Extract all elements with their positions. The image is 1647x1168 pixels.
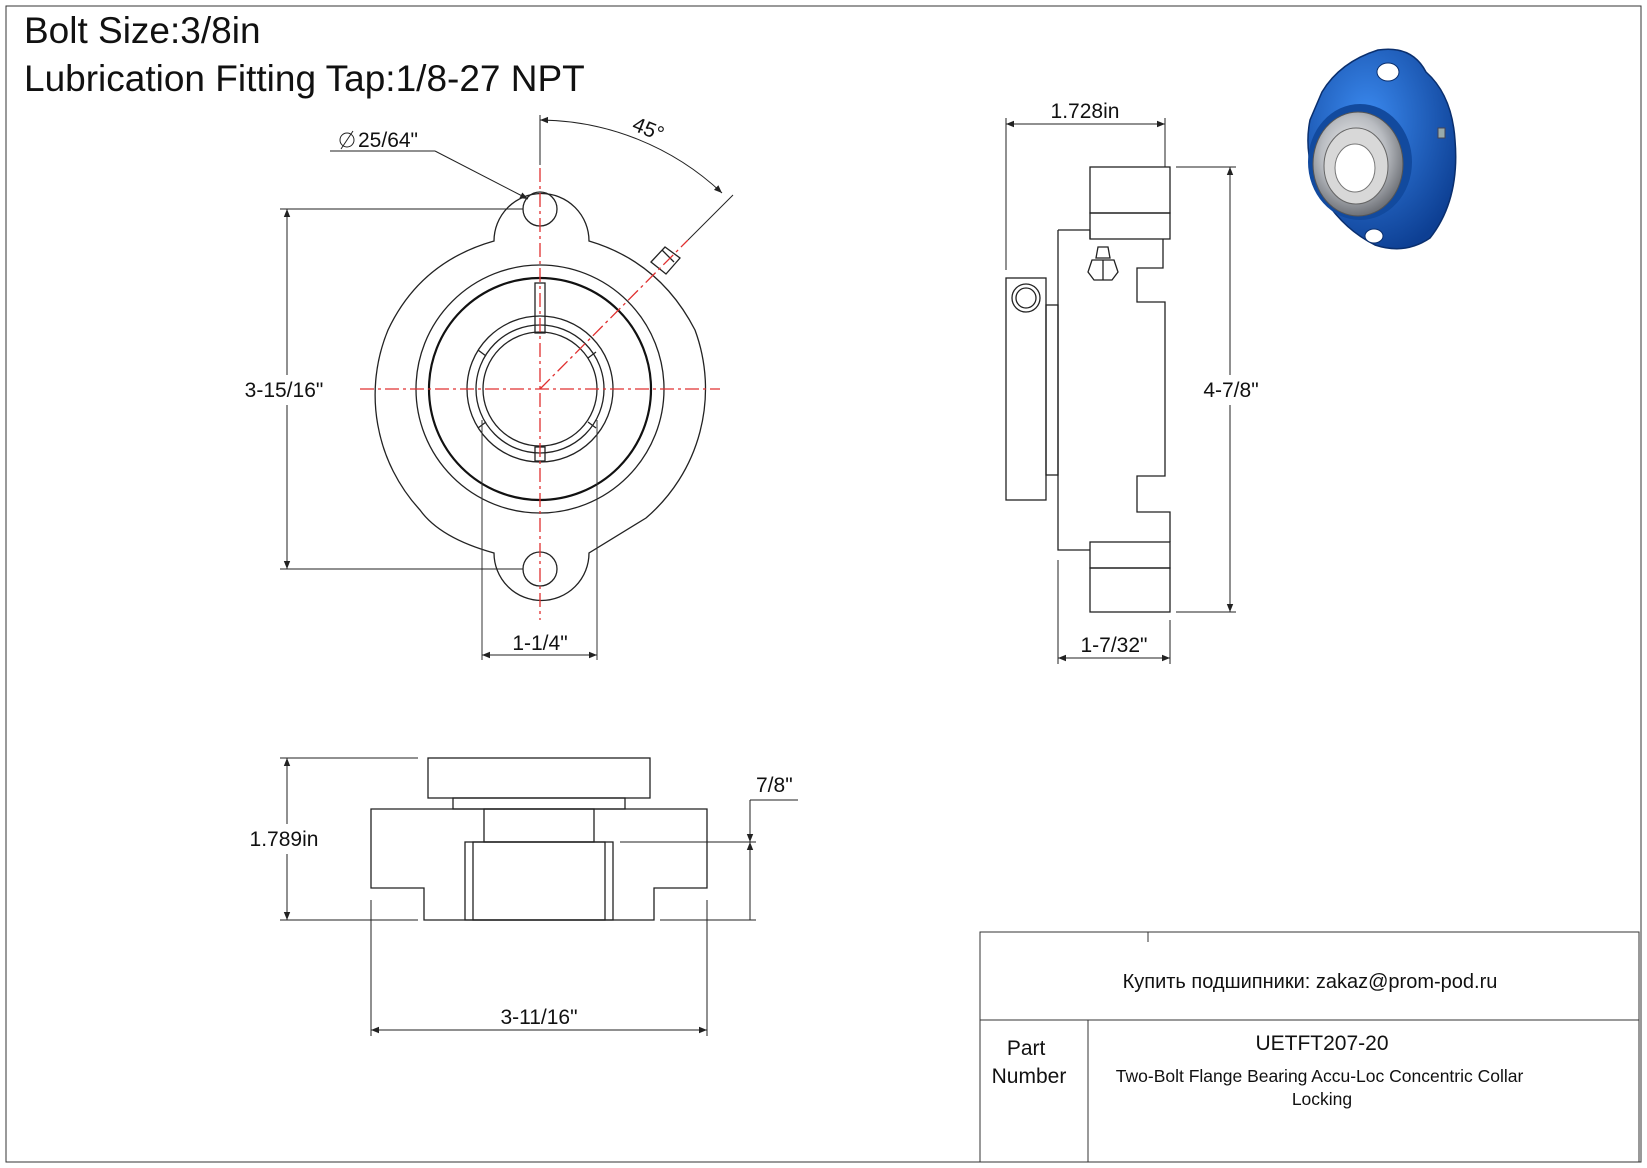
side-grease-fitting: [1088, 247, 1118, 280]
side-top-width-dimension: 1.728in: [1050, 100, 1120, 123]
bottom-view: [371, 758, 707, 920]
bearing-3d-render: [1308, 49, 1456, 248]
front-view: [360, 168, 720, 660]
bottom-height-dimension: 1.789in: [249, 828, 319, 851]
contact-text: Купить подшипники: zakaz@prom-pod.ru: [1122, 971, 1498, 993]
part-number: UETFT207-20: [1255, 1032, 1389, 1055]
hole-spacing-dimension: 1-1/4": [512, 632, 568, 655]
angle-dimension: 45°: [629, 112, 668, 147]
flange-height-dimension: 7/8": [756, 774, 793, 797]
part-description: Two-Bolt Flange Bearing Accu-Loc Concentric Collar Locking: [1115, 1066, 1524, 1109]
bolt-size-note: Bolt Size:3/8in: [24, 10, 261, 51]
lubrication-note: Lubrication Fitting Tap:1/8-27 NPT: [24, 58, 585, 99]
title-block: [980, 932, 1639, 1162]
bottom-width-dimension: 3-11/16": [500, 1006, 578, 1029]
part-label: Part Number: [991, 1037, 1067, 1088]
hole-diameter-dimension: 25/64": [358, 129, 419, 152]
side-view-dimensions: [1006, 100, 1266, 664]
front-view-dimensions: [238, 113, 733, 655]
front-grease-fitting: [651, 247, 680, 274]
side-height-dimension: 4-7/8": [1203, 379, 1259, 402]
side-bottom-width-dimension: 1-7/32": [1080, 634, 1148, 657]
side-view: [1006, 167, 1170, 612]
bottom-view-dimensions: [244, 758, 798, 1036]
front-height-dimension: 3-15/16": [244, 379, 324, 402]
